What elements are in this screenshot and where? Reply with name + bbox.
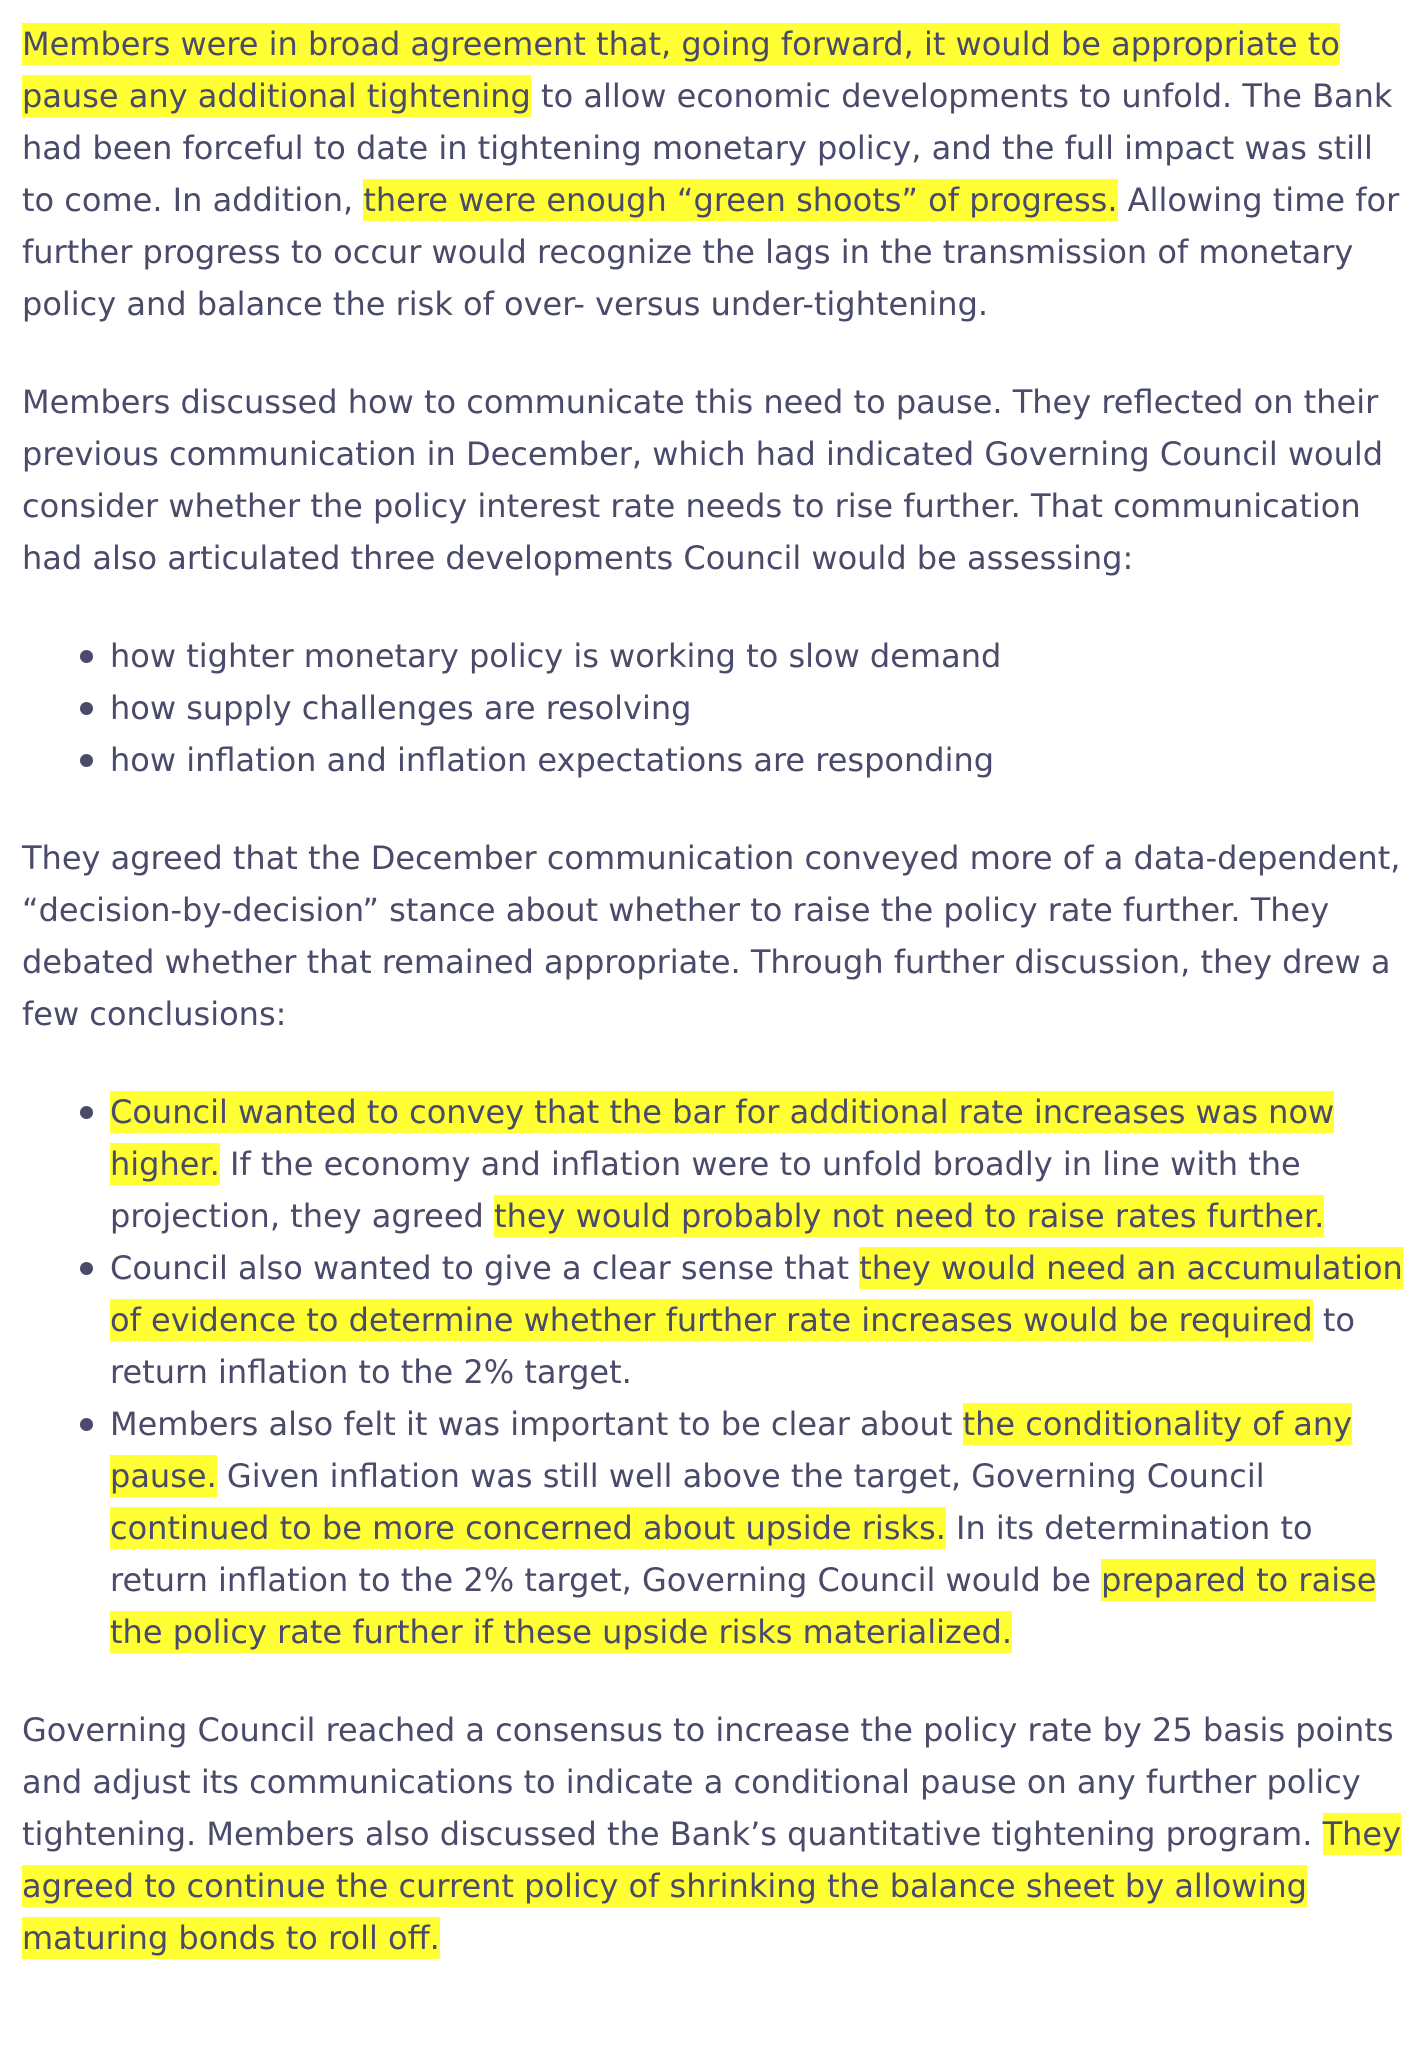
list-item [110,1086,1407,1242]
body-text: to return inflation to the 2% target. [110,1301,1355,1391]
highlighted-text: the conditionality of any pause. [110,1405,1353,1495]
body-text: how inflation and inflation expectations are responding [110,741,995,779]
list-item [110,1242,1407,1398]
body-text: Members discussed how to communicate this need to pause. They reflected on their previous communication in December, which had indicated Governing Council would consider whether the policy interest rate needs to rise further. That communication had also articulated three developments Council would be assessing: [22,383,1384,577]
body-text: Allowing time for further progress to occur would recognize the lags in the transmission of monetary policy and balance the risk of over- versus under-tightening. [22,181,1400,323]
highlighted-text: they would probably not need to raise rates further. [494,1197,1325,1235]
highlighted-text: prepared to raise the policy rate further if these upside risks materialized. [110,1561,1377,1651]
document-body [22,18,1407,2010]
highlighted-text: continued to be more concerned about upside risks. [110,1509,946,1547]
paragraph-pause-agreement [22,18,1407,330]
paragraph-consensus [22,1704,1407,1964]
list-item [110,682,1407,734]
body-text: If the economy and inflation were to unfold broadly in line with the projection, they agreed [110,1145,1301,1235]
developments-list [22,630,1407,786]
paragraph-december-communication [22,832,1407,1040]
body-text: Council also wanted to give a clear sense that [110,1249,860,1287]
list-item [110,1398,1407,1658]
paragraph-communication [22,376,1407,584]
body-text: Governing Council reached a consensus to increase the policy rate by 25 basis points and adjust its communications to indicate a conditional pause on any further policy tightening. Members also discussed the Bank’s quantitative tightening program. [22,1711,1394,1853]
highlighted-text: there were enough “green shoots” of progress. [363,181,1118,219]
highlighted-text: they would need an accumulation of evidence to determine whether further rate increases would be required [110,1249,1403,1339]
body-text: Given inflation was still well above the target, Governing Council [216,1457,1265,1495]
highlighted-text: They agreed to continue the current policy of shrinking the balance sheet by allowing maturing bonds to roll off. [22,1815,1402,1957]
body-text: how tighter monetary policy is working to slow demand [110,637,1002,675]
list-item [110,630,1407,682]
conclusions-list [22,1086,1407,1658]
body-text: They agreed that the December communication conveyed more of a data-dependent, “decision-by-decision” stance about whether to raise the policy rate further. They debated whether that remained appropriate. Through further discussion, they drew a few conclusions: [22,839,1401,1033]
body-text: to allow economic developments to unfold. The Bank had been forceful to date in tightening monetary policy, and the full impact was still to come. In addition, [22,77,1393,219]
body-text: In its determination to return inflation to the 2% target, Governing Council would be [110,1509,1313,1599]
highlighted-text: Members were in broad agreement that, going forward, it would be appropriate to pause any additional tightening [22,25,1340,115]
body-text: how supply challenges are resolving [110,689,692,727]
highlighted-text: Council wanted to convey that the bar for additional rate increases was now higher. [110,1093,1335,1183]
list-item [110,734,1407,786]
body-text: Members also felt it was important to be clear about [110,1405,963,1443]
